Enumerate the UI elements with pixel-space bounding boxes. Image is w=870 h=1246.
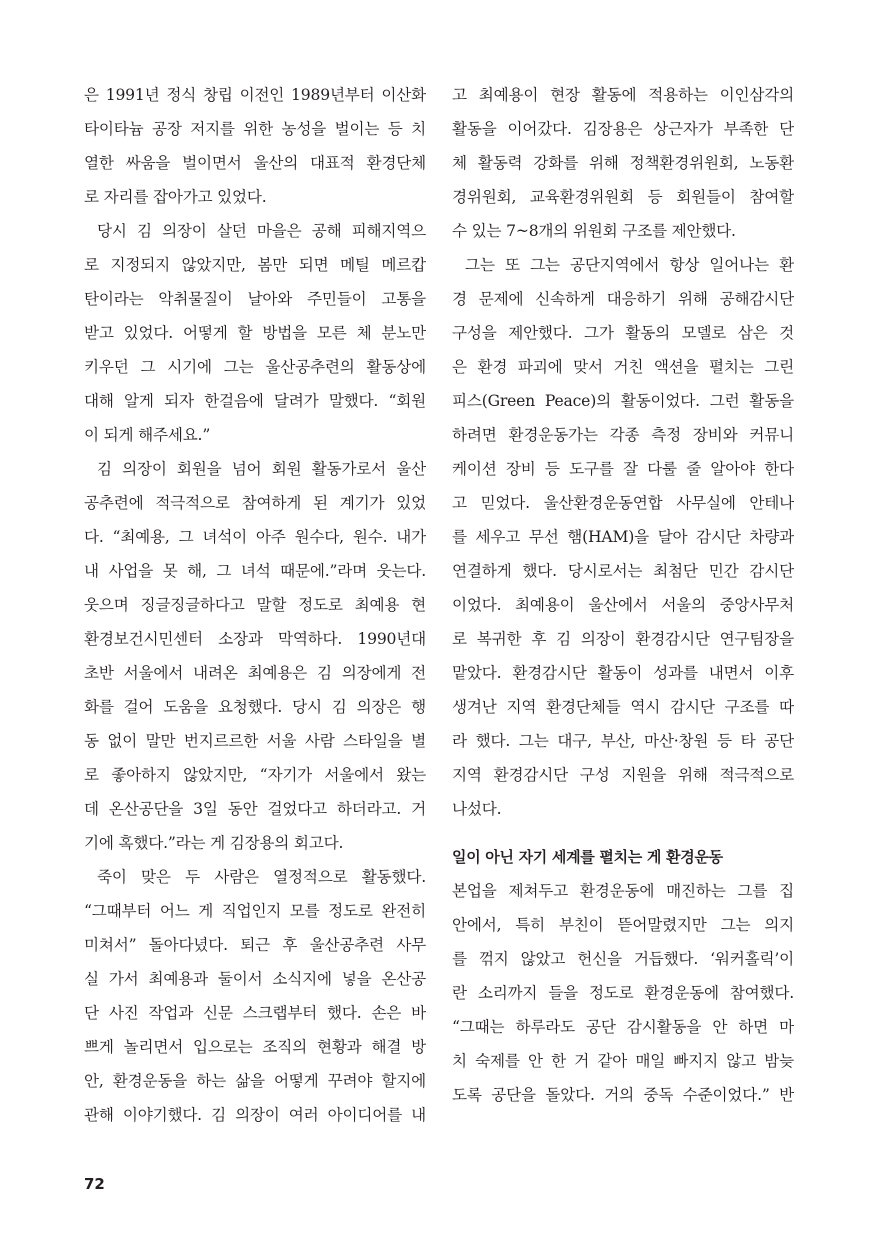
text-line: 화를 걸어 도움을 요청했다. 당시 김 의장은 행 (84, 698, 426, 716)
text-line: 연결하게 했다. 당시로서는 최첨단 민간 감시단 (452, 562, 794, 580)
text-line: 동 없이 말만 번지르르한 서울 사람 스타일을 별 (84, 732, 426, 750)
text-line: 환경보건시민센터 소장과 막역하다. 1990년대 (84, 630, 426, 648)
text-line: 고 믿었다. 울산환경운동연합 사무실에 안테나 (452, 494, 794, 512)
text-line: 고 최예용이 현장 활동에 적용하는 이인삼각의 (452, 86, 794, 104)
text-line: 경위원회, 교육환경위원회 등 회원들이 참여할 (452, 188, 794, 206)
text-line: 란 소리까지 들을 정도로 환경운동에 참여했다. (452, 984, 794, 1002)
text-line: 로 좋아하지 않았지만, “자기가 서울에서 왔는 (84, 766, 426, 784)
text-line: 관해 이야기했다. 김 의장이 여러 아이디어를 내 (84, 1106, 426, 1124)
text-line: 활동을 이어갔다. 김장용은 상근자가 부족한 단 (452, 120, 794, 138)
text-line: 은 환경 파괴에 맞서 거친 액션을 펼치는 그린 (452, 358, 794, 376)
text-line: 하려면 환경운동가는 각종 측정 장비와 커뮤니 (452, 426, 794, 444)
section-heading: 일이 아닌 자기 세계를 펼치는 게 환경운동 (452, 848, 723, 866)
text-line: 피스(Green Peace)의 활동이었다. 그런 활동을 (452, 392, 794, 410)
text-line: 키우던 그 시기에 그는 울산공추련의 활동상에 (84, 358, 426, 376)
page-number: 72 (84, 1175, 105, 1193)
section-spacer (452, 826, 794, 840)
text-line: 지역 환경감시단 구성 지원을 위해 적극적으로 (452, 766, 794, 784)
text-line: 타이타늄 공장 저지를 위한 농성을 벌이는 등 치 (84, 120, 426, 138)
text-line: 기에 혹했다.”라는 게 김장용의 회고다. (84, 834, 344, 852)
text-line: 를 세우고 무선 햄(HAM)을 달아 감시단 차량과 (452, 528, 794, 546)
text-line: 라 했다. 그는 대구, 부산, 마산·창원 등 타 공단 (452, 732, 794, 750)
text-line: 이었다. 최예용이 울산에서 서울의 중앙사무처 (452, 596, 794, 614)
text-line: 케이션 장비 등 도구를 잘 다룰 줄 알아야 한다 (452, 460, 794, 478)
text-line: 미쳐서” 돌아다녔다. 퇴근 후 울산공추련 사무 (84, 936, 426, 954)
text-line: 맡았다. 환경감시단 활동이 성과를 내면서 이후 (452, 664, 794, 682)
right-text-column (452, 78, 794, 1112)
paragraph-first-line: 김 의장이 회원을 넘어 회원 활동가로서 울산 (97, 460, 426, 478)
text-line: 초반 서울에서 내려온 최예용은 김 의장에게 전 (84, 664, 426, 682)
text-line: 로 지정되지 않았지만, 봄만 되면 메틸 메르캅 (84, 256, 426, 274)
text-line: 체 활동력 강화를 위해 정책환경위원회, 노동환 (452, 154, 794, 172)
text-line: 받고 있었다. 어떻게 할 방법을 모른 체 분노만 (84, 324, 426, 342)
paragraph-first-line: 당시 김 의장이 살던 마을은 공해 피해지역으 (97, 222, 426, 240)
text-line: 생겨난 지역 환경단체들 역시 감시단 구조를 따 (452, 698, 794, 716)
text-line: 단 사진 작업과 신문 스크랩부터 했다. 손은 바 (84, 1004, 426, 1022)
text-line: 도록 공단을 돌았다. 거의 중독 수준이었다.” 반 (452, 1086, 794, 1104)
text-line: 로 복귀한 후 김 의장이 환경감시단 연구팀장을 (452, 630, 794, 648)
text-line: 쁘게 놀리면서 입으로는 조직의 현황과 해결 방 (84, 1038, 426, 1056)
text-line: 치 숙제를 안 한 거 같아 매일 빠지지 않고 밤늦 (452, 1052, 794, 1070)
text-line: 안, 환경운동을 하는 삶을 어떻게 꾸려야 할지에 (84, 1072, 426, 1090)
text-line: 실 가서 최예용과 둘이서 소식지에 넣을 온산공 (84, 970, 426, 988)
text-line: 이 되게 해주세요.” (84, 426, 211, 444)
text-line: 를 꺾지 않았고 헌신을 거듭했다. ‘워커홀릭’이 (452, 950, 794, 968)
text-line: 본업을 제쳐두고 환경운동에 매진하는 그를 집 (452, 882, 794, 900)
text-line: 데 온산공단을 3일 동안 걸었다고 하더라고. 거 (84, 800, 426, 818)
text-line: 경 문제에 신속하게 대응하기 위해 공해감시단 (452, 290, 794, 308)
text-line: 공추련에 적극적으로 참여하게 된 계기가 있었 (84, 494, 426, 512)
left-text-column (84, 78, 426, 1132)
paragraph-first-line: 그는 또 그는 공단지역에서 항상 일어나는 환 (465, 256, 794, 274)
text-line: 열한 싸움을 벌이면서 울산의 대표적 환경단체 (84, 154, 426, 172)
text-line: “그때부터 어느 게 직업인지 모를 정도로 완전히 (84, 902, 426, 920)
text-line: 내 사업을 못 해, 그 녀석 때문에.”라며 웃는다. (84, 562, 426, 580)
text-line: 웃으며 징글징글하다고 말할 정도로 최예용 현 (84, 596, 426, 614)
text-line: 구성을 제안했다. 그가 활동의 모델로 삼은 것 (452, 324, 794, 342)
text-line: 로 자리를 잡아가고 있었다. (84, 188, 267, 206)
text-line: 은 1991년 정식 창립 이전인 1989년부터 이산화 (84, 86, 426, 104)
text-line: 수 있는 7~8개의 위원회 구조를 제안했다. (452, 222, 736, 240)
paragraph-first-line: 죽이 맞은 두 사람은 열정적으로 활동했다. (97, 868, 426, 886)
text-line: 대해 알게 되자 한걸음에 달려가 말했다. “회원 (84, 392, 426, 410)
text-line: “그때는 하루라도 공단 감시활동을 안 하면 마 (452, 1018, 794, 1036)
text-line: 다. “최예용, 그 녀석이 아주 원수다, 원수. 내가 (84, 528, 426, 546)
text-line: 안에서, 특히 부친이 뜯어말렸지만 그는 의지 (452, 916, 794, 934)
text-line: 탄이라는 악취물질이 날아와 주민들이 고통을 (84, 290, 426, 308)
text-line: 나섰다. (452, 800, 502, 818)
